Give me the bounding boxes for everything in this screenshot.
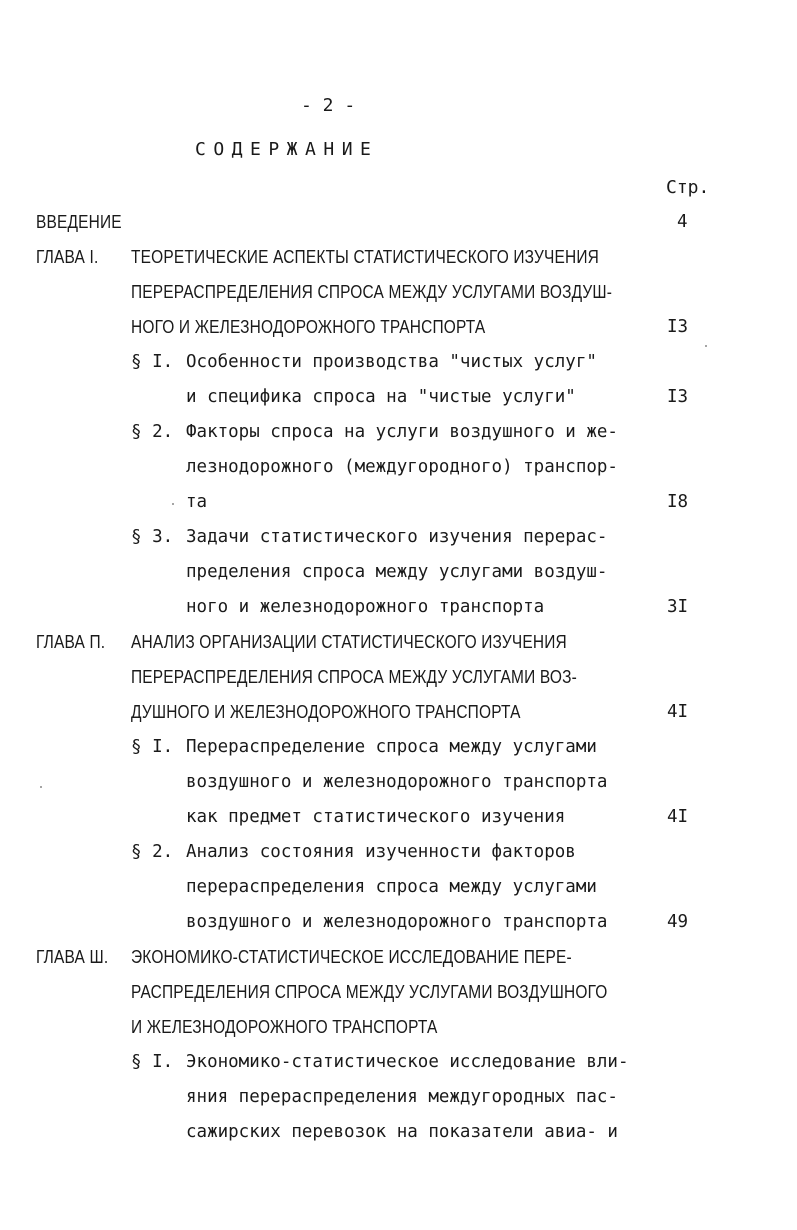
toc-line: Анализ состояния изученности факторов: [186, 842, 576, 862]
toc-line: сажирских перевозок на показатели авиа- и: [186, 1122, 618, 1142]
scan-speck: [40, 786, 42, 788]
toc-line: ВВЕДЕНИЕ: [36, 212, 122, 232]
toc-page-number: 4I: [667, 807, 689, 827]
toc-line: Задачи статистического изучения перерас-: [186, 527, 608, 547]
toc-label: § 2.: [131, 422, 174, 442]
toc-line: ТЕОРЕТИЧЕСКИЕ АСПЕКТЫ СТАТИСТИЧЕСКОГО ИЗУЧЕНИЯ: [131, 247, 600, 267]
toc-label: § I.: [131, 1052, 174, 1072]
toc-page-number: 3I: [667, 597, 689, 617]
toc-page-number: 49: [667, 912, 689, 932]
toc-page-number: I3: [667, 387, 689, 407]
toc-line: и специфика спроса на "чистые услуги": [186, 387, 576, 407]
toc-line: воздушного и железнодорожного транспорта: [186, 772, 608, 792]
toc-line: перераспределения спроса между услугами: [186, 877, 597, 897]
toc-line: как предмет статистического изучения: [186, 807, 566, 827]
toc-line: НОГО И ЖЕЛЕЗНОДОРОЖНОГО ТРАНСПОРТА: [131, 317, 486, 337]
toc-label: § I.: [131, 352, 174, 372]
toc-page-number: 4: [677, 212, 688, 232]
toc-page-number: 4I: [667, 702, 689, 722]
toc-label: ГЛАВА П.: [36, 632, 106, 652]
toc-line: Факторы спроса на услуги воздушного и же-: [186, 422, 618, 442]
page-number: - 2 -: [301, 95, 356, 116]
toc-label: § I.: [131, 737, 174, 757]
toc-line: И ЖЕЛЕЗНОДОРОЖНОГО ТРАНСПОРТА: [131, 1017, 438, 1037]
toc-page-number: I8: [667, 492, 689, 512]
toc-line: АНАЛИЗ ОРГАНИЗАЦИИ СТАТИСТИЧЕСКОГО ИЗУЧЕНИЯ: [131, 632, 567, 652]
toc-label: ГЛАВА Ш.: [36, 947, 109, 967]
toc-line: ДУШНОГО И ЖЕЛЕЗНОДОРОЖНОГО ТРАНСПОРТА: [131, 702, 521, 722]
toc-line: Экономико-статистическое исследование вли-: [186, 1052, 629, 1072]
toc-line: Особенности производства "чистых услуг": [186, 352, 597, 372]
scan-speck: [705, 345, 707, 347]
toc-line: ПЕРЕРАСПРЕДЕЛЕНИЯ СПРОСА МЕЖДУ УСЛУГАМИ ВОЗДУШ-: [131, 282, 613, 302]
toc-line: Перераспределение спроса между услугами: [186, 737, 597, 757]
toc-line: пределения спроса между услугами воздуш-: [186, 562, 608, 582]
page-title: СОДЕРЖАНИЕ: [195, 139, 379, 160]
scan-speck: [172, 503, 174, 505]
toc-line: яния перераспределения междугородных пас-: [186, 1087, 618, 1107]
toc-line: воздушного и железнодорожного транспорта: [186, 912, 608, 932]
toc-page-number: I3: [667, 317, 689, 337]
toc-line: та: [186, 492, 208, 512]
toc-line: РАСПРЕДЕЛЕНИЯ СПРОСА МЕЖДУ УСЛУГАМИ ВОЗДУШНОГО: [131, 982, 608, 1002]
toc-line: ПЕРЕРАСПРЕДЕЛЕНИЯ СПРОСА МЕЖДУ УСЛУГАМИ ВОЗ-: [131, 667, 577, 687]
toc-label: § 2.: [131, 842, 174, 862]
toc-line: ного и железнодорожного транспорта: [186, 597, 545, 617]
toc-line: ЭКОНОМИКО-СТАТИСТИЧЕСКОЕ ИССЛЕДОВАНИЕ ПЕРЕ-: [131, 947, 572, 967]
toc-line: лезнодорожного (междугородного) транспор-: [186, 457, 618, 477]
toc-label: ГЛАВА I.: [36, 247, 99, 267]
toc-label: § 3.: [131, 527, 174, 547]
page-column-label: Стр.: [666, 177, 710, 198]
